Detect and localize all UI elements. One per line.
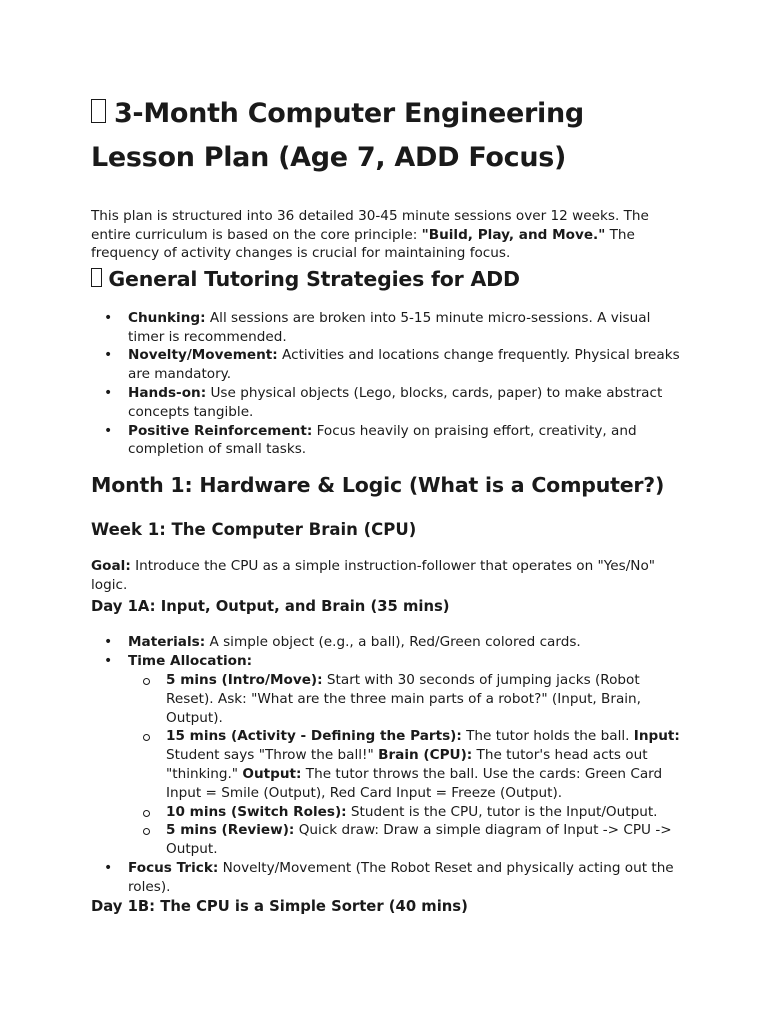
intro-paragraph <box>91 207 681 263</box>
title-line-1: 3-Month Computer Engineering <box>113 98 584 129</box>
intro-text-end: The frequency of activity changes is crucial for maintaining focus. <box>91 226 635 262</box>
missing-glyph-icon <box>91 268 102 286</box>
core-principle: "Build, Play, and Move." <box>421 226 606 243</box>
missing-glyph-icon <box>91 99 106 123</box>
document-title <box>91 92 681 180</box>
week1-heading: Week 1: The Computer Brain (CPU) <box>91 520 417 540</box>
intro-text-start: This plan is structured into 36 detailed 30-45 minute sessions over 12 weeks. The entire curriculum is based on the core principle: <box>91 208 649 243</box>
list-item: 15 mins (Activity - Defining the Parts): The tutor holds the ball. Input: Student says "Throw the ball!" Brain (CPU): The tutor's head acts out "thinking." Output: The tutor throws the ball. Use the cards: Green Card Input = Smile (Output), Red Card Input = Freeze (Output). <box>128 727 681 802</box>
strategies-heading: General Tutoring Strategies for ADD <box>91 265 681 293</box>
list-item: • Chunking: All sessions are broken into 5-15 minute micro-sessions. A visual timer is recommended. <box>91 309 681 347</box>
list-item: • Hands-on: Use physical objects (Lego, blocks, cards, paper) to make abstract concepts tangible. <box>91 384 681 422</box>
month1-heading: Month 1: Hardware & Logic (What is a Computer?) <box>91 473 665 498</box>
week1-goal: Goal: Introduce the CPU as a simple instruction-follower that operates on "Yes/No" logic. <box>91 558 656 593</box>
document-page <box>91 92 681 917</box>
time-allocation-list <box>128 671 681 859</box>
day1b-heading: Day 1B: The CPU is a Simple Sorter (40 mins) <box>91 897 468 915</box>
list-item: • Positive Reinforcement: Focus heavily on praising effort, creativity, and completion of small tasks. <box>91 422 681 460</box>
list-item: • Materials: A simple object (e.g., a ball), Red/Green colored cards. <box>91 633 681 652</box>
list-item: 10 mins (Switch Roles): Student is the CPU, tutor is the Input/Output. <box>128 803 681 822</box>
day1a-heading: Day 1A: Input, Output, and Brain (35 mins) <box>91 598 450 616</box>
list-item: • Novelty/Movement: Activities and locations change frequently. Physical breaks are mandatory. <box>91 346 681 384</box>
list-item: 5 mins (Review): Quick draw: Draw a simple diagram of Input -> CPU -> Output. <box>128 821 681 859</box>
list-item: 5 mins (Intro/Move): Start with 30 seconds of jumping jacks (Robot Reset). Ask: "What are the three main parts of a robot?" (Input, Brain, Output). <box>128 671 681 727</box>
list-item: • Time Allocation: 5 mins (Intro/Move): Start with 30 seconds of jumping jacks (Robot Reset). Ask: "What are the three main parts of a robot?" (Input, Brain, Output). 15 mins (Activity - Defining the Parts): The tutor holds the ball. Input: Student says "Throw the ball!" Brain (CPU): The tutor's head acts out "thinking." Output: The tutor throws the ball. Use the cards: Green Card Input = Smile (Output), Red Card Input = Freeze (Output). 10 mins (Switch Roles): Student is the CPU, tutor is the Input/Output. 5 mins (Review): Quick draw: Draw a simple diagram of Input -> CPU -> Output. <box>91 652 681 859</box>
list-item: • Focus Trick: Novelty/Movement (The Robot Reset and physically acting out the roles). <box>91 859 681 897</box>
title-line-2: Lesson Plan (Age 7, ADD Focus) <box>91 142 567 173</box>
day1a-list <box>91 633 681 896</box>
strategies-list <box>91 309 681 459</box>
